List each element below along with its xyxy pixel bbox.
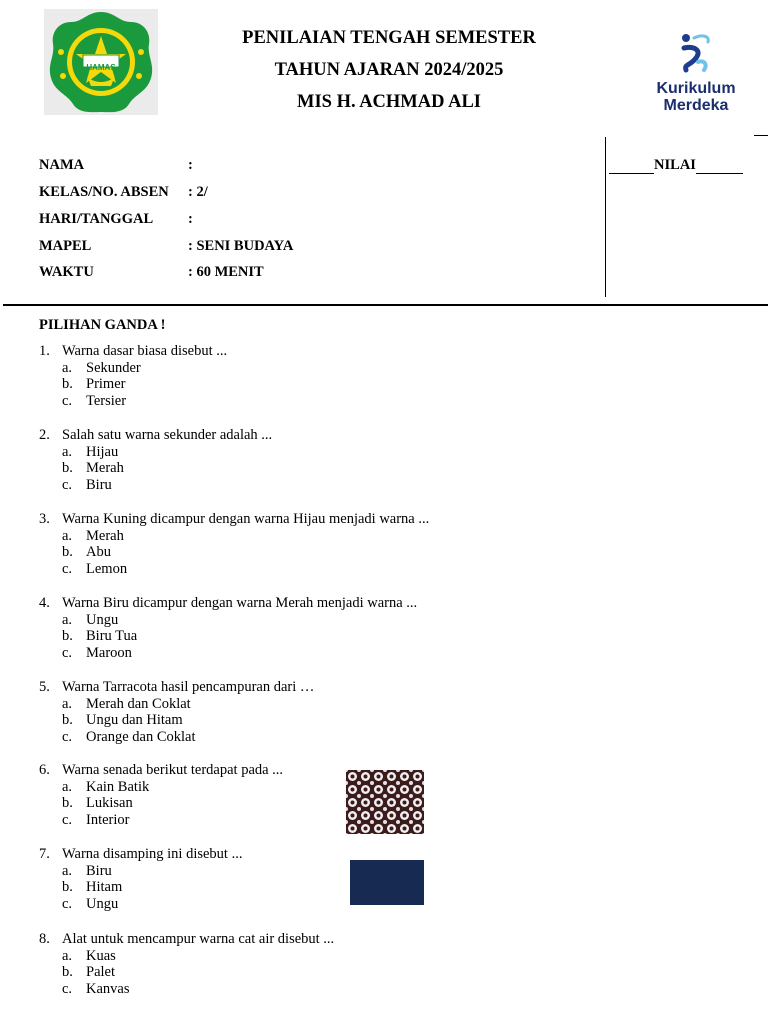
academic-year: TAHUN AJARAN 2024/2025 [274, 60, 504, 80]
option-text: Tersier [86, 393, 127, 410]
info-label: HARI/TANGGAL [39, 211, 154, 227]
option-text: Orange dan Coklat [86, 729, 196, 746]
exam-title: PENILAIAN TENGAH SEMESTER [242, 28, 536, 48]
section-title: PILIHAN GANDA ! [39, 317, 166, 333]
option-text: Kuas [86, 947, 116, 964]
option-text: Primer [86, 376, 126, 393]
question-text: Warna disamping ini disebut ... [62, 846, 243, 862]
score-underline-right [696, 157, 743, 174]
info-value: : 2/ [188, 184, 208, 200]
navy-color-swatch [350, 860, 424, 905]
option-text: Kain Batik [86, 778, 150, 795]
top-right-dash [754, 135, 768, 136]
option-letter: c. [62, 812, 73, 829]
batik-pattern-image [346, 770, 424, 834]
option-text: Lemon [86, 561, 128, 578]
info-value: : 60 MENIT [188, 264, 264, 280]
question-text: Warna Biru dicampur dengan warna Merah menjadi warna ... [62, 595, 418, 611]
question-text: Warna dasar biasa disebut ... [62, 343, 228, 359]
question-number: 3. [39, 511, 50, 527]
info-label: KELAS/NO. ABSEN [39, 184, 169, 200]
option-text: Merah [86, 527, 124, 544]
question-text: Warna Kuning dicampur dengan warna Hijau menjadi warna ... [62, 511, 430, 527]
option-text: Ungu [86, 896, 119, 913]
option-text: Palet [86, 964, 115, 981]
option-text: Biru [86, 477, 112, 494]
option-text: Biru [86, 862, 112, 879]
question-text: Warna senada berikut terdapat pada ... [62, 762, 284, 778]
question-text: Salah satu warna sekunder adalah ... [62, 427, 273, 443]
kurikulum-merdeka-logo [646, 30, 746, 118]
question-number: 8. [39, 931, 50, 947]
option-text: Sekunder [86, 359, 141, 376]
info-label: MAPEL [39, 238, 92, 254]
option-letter: b. [62, 964, 73, 981]
info-value: : [188, 211, 193, 227]
question-number: 5. [39, 679, 50, 695]
option-text: Maroon [86, 645, 132, 662]
question-text: Alat untuk mencampur warna cat air disebut ... [62, 931, 335, 947]
info-value: : SENI BUDAYA [188, 238, 294, 254]
option-letter: c. [62, 645, 73, 662]
option-letter: a. [62, 862, 73, 879]
option-text: Ungu [86, 611, 119, 628]
school-logo [44, 9, 158, 115]
option-letter: b. [62, 628, 73, 645]
info-value: : [188, 157, 193, 173]
option-letter: a. [62, 527, 73, 544]
option-letter: a. [62, 947, 73, 964]
option-letter: a. [62, 778, 73, 795]
question-text: Warna Tarracota hasil pencampuran dari … [62, 679, 315, 695]
option-letter: b. [62, 712, 73, 729]
score-field [606, 157, 746, 174]
option-letter: a. [62, 359, 73, 376]
svg-text:Kurikulum: Kurikulum [656, 80, 736, 97]
question-number: 1. [39, 343, 50, 359]
option-text: Abu [86, 544, 111, 561]
question-number: 4. [39, 595, 50, 611]
option-text: Merah dan Coklat [86, 695, 191, 712]
option-text: Lukisan [86, 795, 133, 812]
option-text: Ungu dan Hitam [86, 712, 183, 729]
svg-text:HAMAS: HAMAS [86, 63, 116, 72]
option-text: Hitam [86, 879, 123, 896]
option-letter: a. [62, 443, 73, 460]
score-underline-left [609, 157, 654, 174]
option-letter: b. [62, 544, 73, 561]
header-divider [3, 304, 768, 306]
option-letter: c. [62, 477, 73, 494]
school-name: MIS H. ACHMAD ALI [297, 92, 481, 112]
option-letter: c. [62, 561, 73, 578]
option-letter: c. [62, 981, 73, 998]
option-text: Interior [86, 812, 130, 829]
option-text: Biru Tua [86, 628, 138, 645]
question-number: 2. [39, 427, 50, 443]
info-label: WAKTU [39, 264, 94, 280]
question-number: 6. [39, 762, 50, 778]
option-text: Hijau [86, 443, 119, 460]
svg-text:Merdeka: Merdeka [663, 97, 729, 114]
option-letter: b. [62, 795, 73, 812]
option-letter: c. [62, 729, 73, 746]
option-letter: b. [62, 460, 73, 477]
option-letter: a. [62, 611, 73, 628]
question-number: 7. [39, 846, 50, 862]
score-label: NILAI [654, 157, 696, 173]
option-letter: b. [62, 879, 73, 896]
option-text: Merah [86, 460, 124, 477]
option-text: Kanvas [86, 981, 130, 998]
option-letter: b. [62, 376, 73, 393]
info-label: NAMA [39, 157, 85, 173]
option-letter: a. [62, 695, 73, 712]
option-letter: c. [62, 896, 73, 913]
option-letter: c. [62, 393, 73, 410]
